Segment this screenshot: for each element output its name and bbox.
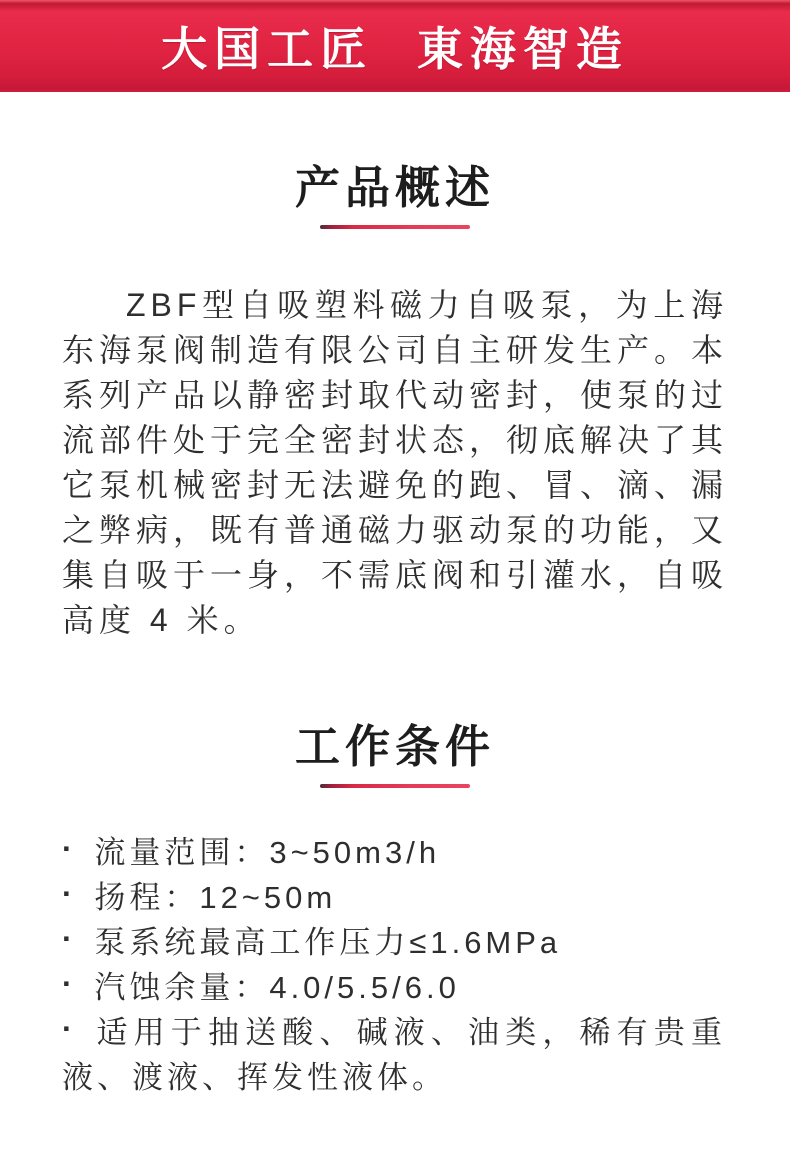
list-item-text: 扬程：12~50m [94, 880, 337, 915]
section-overview [0, 164, 790, 643]
overview-heading-underline [320, 225, 470, 229]
overview-heading: 产品概述 [294, 162, 495, 213]
list-item [62, 1010, 726, 1100]
list-item-text: 流量范围：3~50m3/h [94, 835, 441, 870]
bullet-dot-icon: · [62, 831, 77, 866]
bullet-dot-icon: · [62, 966, 77, 1001]
bullet-dot-icon: · [62, 876, 77, 911]
list-item [62, 965, 726, 1010]
conditions-list [62, 830, 726, 1100]
list-item [62, 875, 726, 920]
list-item-text: 泵系统最高工作压力≤1.6MPa [94, 925, 562, 960]
list-item [62, 830, 726, 875]
conditions-heading-underline [320, 784, 470, 788]
list-item-text: 汽蚀余量：4.0/5.5/6.0 [94, 970, 460, 1005]
overview-paragraph: ZBF型自吸塑料磁力自吸泵，为上海东海泵阀制造有限公司自主研发生产。本系列产品以静密封取代动密封，使泵的过流部件处于完全密封状态，彻底解决了其它泵机械密封无法避免的跑、冒、滴、漏之弊病，既有普通磁力驱动泵的功能，又集自吸于一身，不需底阀和引灌水，自吸高度 4 米。 [62, 287, 729, 638]
bullet-dot-icon: · [62, 921, 77, 956]
banner-title: 大国工匠 東海智造 [161, 23, 629, 75]
section-conditions [0, 723, 790, 1100]
list-item-text: 适用于抽送酸、碱液、油类，稀有贵重液、渡液、挥发性液体。 [62, 1015, 726, 1095]
list-item [62, 920, 726, 965]
bullet-dot-icon: · [62, 1011, 77, 1046]
conditions-heading: 工作条件 [294, 721, 495, 772]
header-banner [0, 0, 790, 92]
